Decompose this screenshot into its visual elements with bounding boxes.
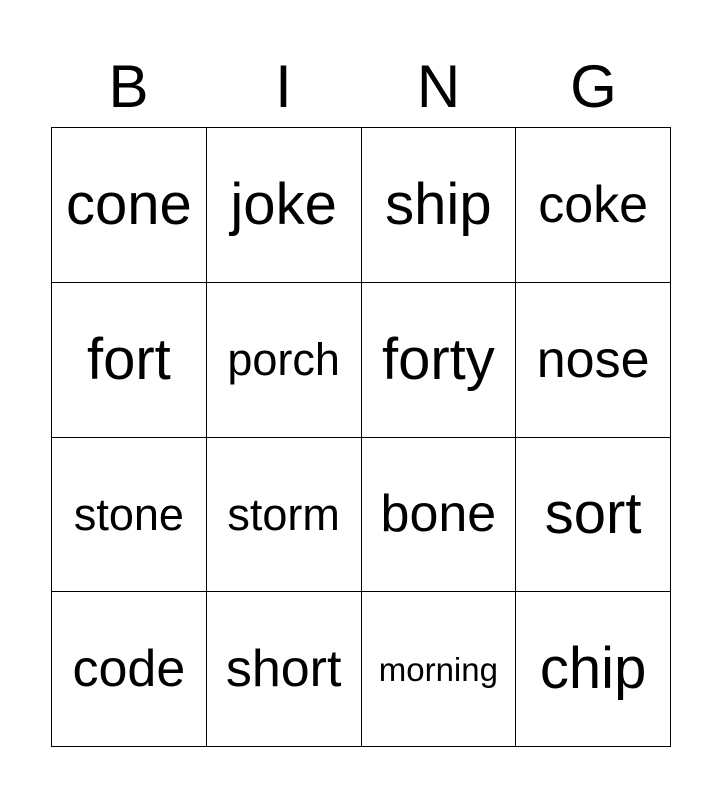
cell-word: nose [536,330,650,389]
bingo-cell[interactable] [207,128,362,283]
bingo-cell[interactable] [52,128,207,283]
cell-word: porch [227,334,340,386]
bingo-cell[interactable] [516,128,671,283]
bingo-cell[interactable] [362,283,517,438]
cell-word: code [72,640,186,699]
bingo-cell[interactable] [52,592,207,747]
cell-word: sort [544,481,642,547]
bingo-cell[interactable] [52,438,207,593]
bingo-board [51,127,671,747]
header-letter-n: N [416,53,461,120]
cell-word: bone [380,485,497,544]
cell-word: chip [539,636,647,702]
cell-word: ship [385,171,492,237]
cell-word: coke [538,175,649,234]
cell-word: cone [65,171,192,237]
cell-word: stone [73,488,184,540]
cell-word: storm [227,488,340,540]
header-letter-i: I [275,53,292,120]
cell-word: morning [378,650,498,688]
bingo-cell[interactable] [516,592,671,747]
bingo-cell[interactable] [362,438,517,593]
bingo-header [51,52,671,122]
cell-word: fort [86,326,171,392]
cell-word: forty [381,326,495,392]
bingo-cell[interactable] [516,283,671,438]
header-letter-g: G [570,53,617,120]
bingo-cell[interactable] [52,283,207,438]
bingo-cell[interactable] [207,283,362,438]
bingo-cell[interactable] [516,438,671,593]
bingo-cell[interactable] [207,438,362,593]
cell-word: short [225,640,342,699]
bingo-cell[interactable] [362,128,517,283]
bingo-cell[interactable] [207,592,362,747]
header-letter-b: B [108,53,149,120]
cell-word: joke [230,171,337,237]
bingo-cell[interactable] [362,592,517,747]
